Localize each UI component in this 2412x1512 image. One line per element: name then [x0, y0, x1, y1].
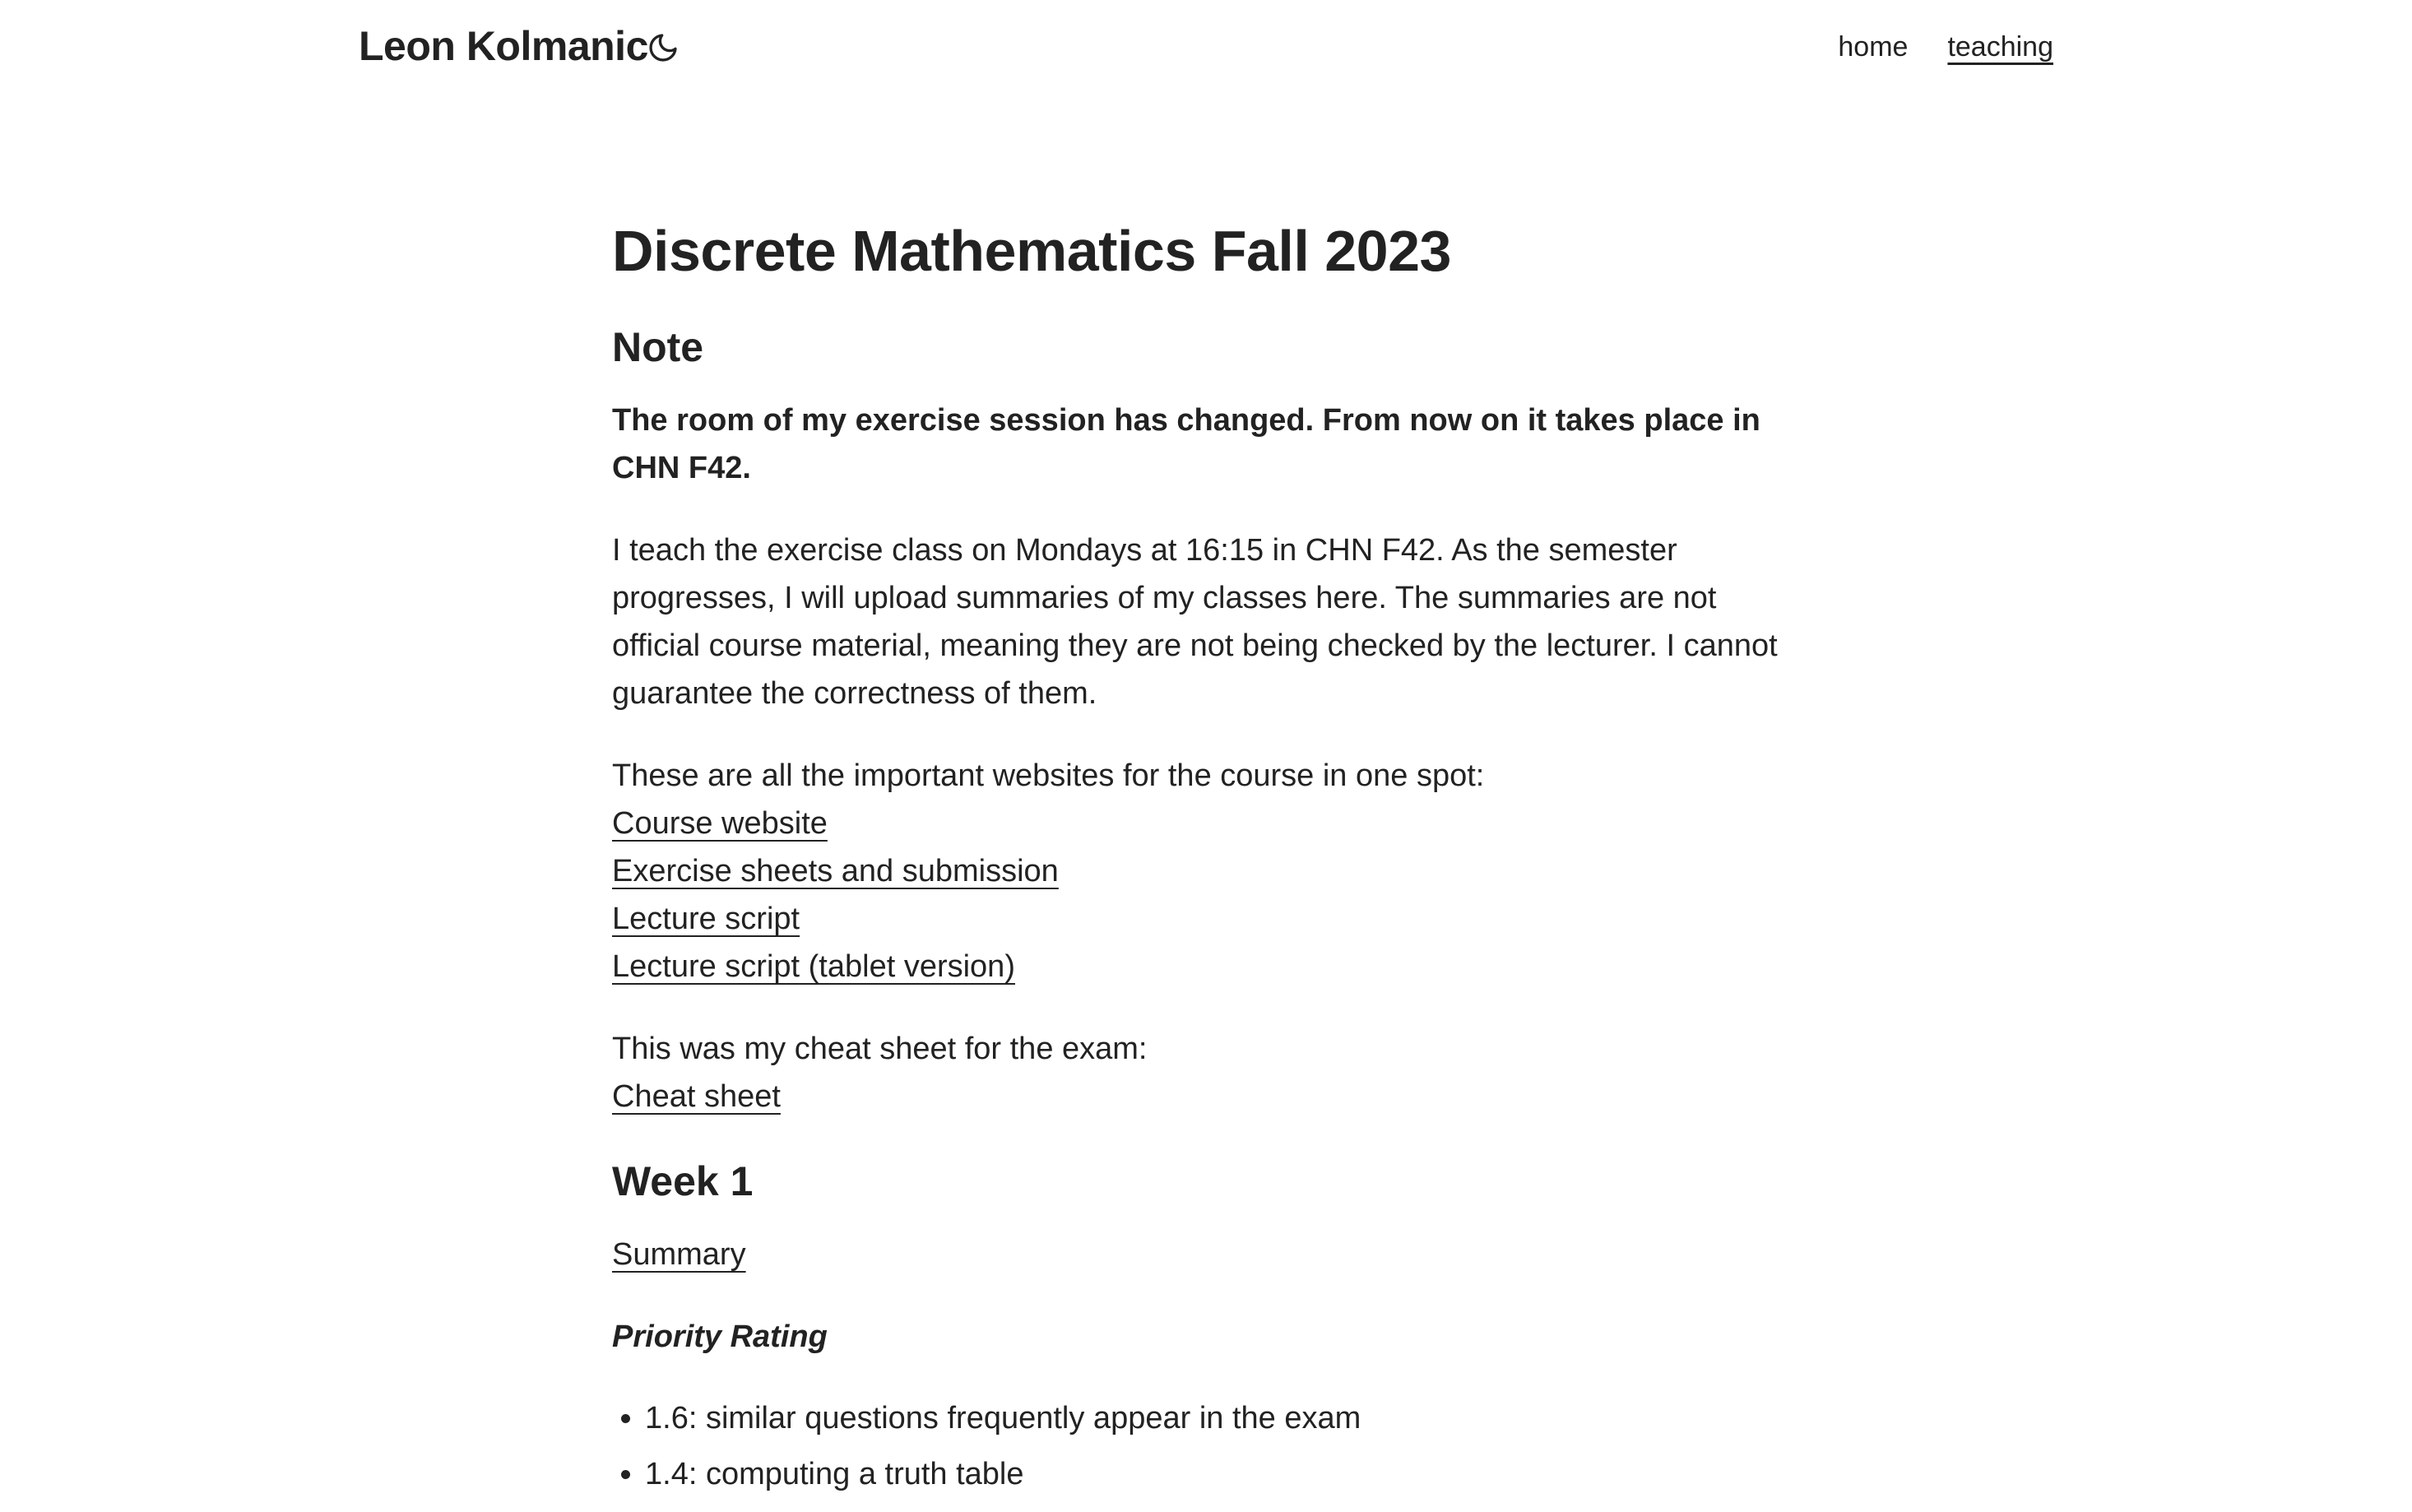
nav-home[interactable]: home — [1838, 31, 1909, 63]
course-website-link[interactable]: Course website — [612, 806, 828, 841]
moon-icon[interactable] — [647, 31, 680, 64]
room-change-note: The room of my exercise session has changed. From now on it takes place in CHN F42. — [612, 403, 1760, 485]
page-title: Discrete Mathematics Fall 2023 — [612, 219, 1451, 283]
websites-paragraph — [612, 752, 1813, 990]
main-content — [612, 214, 1813, 1502]
cheat-sheet-paragraph — [612, 1025, 1813, 1120]
week-1-summary-link[interactable]: Summary — [612, 1237, 746, 1272]
week-1-heading: Week 1 — [612, 1158, 754, 1204]
list-item: • 1.4: computing a truth table — [645, 1446, 1813, 1502]
intro-paragraph: I teach the exercise class on Mondays at 16:15 in CHN F42. As the semester progresses, I will upload summaries of my classes here. The summaries are not official course material, meaning they are not being checked by the lecturer. I cannot guarantee the correctness of them. — [612, 533, 1778, 711]
list-item: • 1.6: similar questions frequently appear in the exam — [645, 1390, 1813, 1446]
main-nav — [1838, 26, 2053, 67]
lecture-script-link[interactable]: Lecture script — [612, 902, 800, 936]
week-1-summary-paragraph — [612, 1231, 1813, 1278]
websites-intro: These are all the important websites for the course in one spot: — [612, 758, 1485, 793]
lecture-script-tablet-link[interactable]: Lecture script (tablet version) — [612, 949, 1015, 984]
site-header — [0, 0, 2412, 99]
cheat-sheet-intro: This was my cheat sheet for the exam: — [612, 1032, 1148, 1066]
site-title[interactable]: Leon Kolmanic — [359, 23, 648, 69]
note-heading: Note — [612, 324, 704, 370]
priority-rating-heading: Priority Rating — [612, 1320, 828, 1354]
exercise-sheets-link[interactable]: Exercise sheets and submission — [612, 854, 1059, 888]
priority-list — [612, 1390, 1813, 1502]
cheat-sheet-link[interactable]: Cheat sheet — [612, 1079, 781, 1114]
nav-teaching[interactable]: teaching — [1947, 31, 2053, 63]
